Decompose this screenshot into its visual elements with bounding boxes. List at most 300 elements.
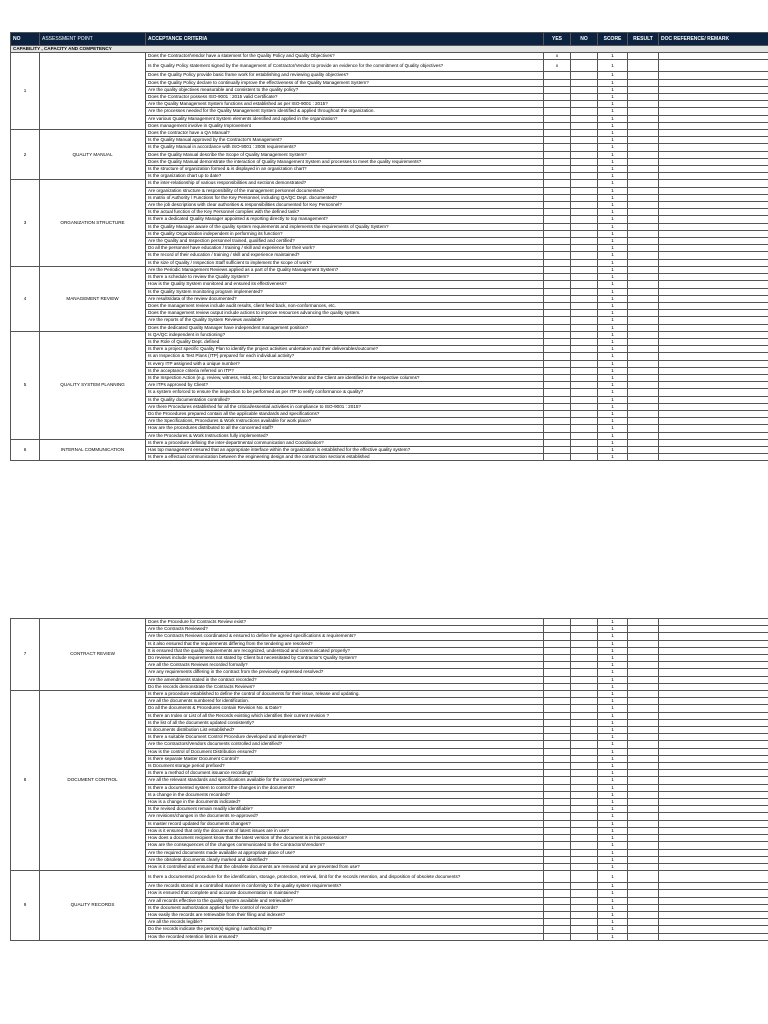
score-cell[interactable]: 1 (598, 331, 628, 338)
remark-cell[interactable] (659, 791, 768, 798)
no-cell[interactable] (571, 324, 598, 331)
remark-cell[interactable] (659, 849, 768, 856)
no-cell[interactable] (571, 346, 598, 353)
no-cell[interactable] (571, 310, 598, 317)
result-cell[interactable] (628, 353, 659, 360)
no-cell[interactable] (571, 813, 598, 820)
remark-cell[interactable] (659, 856, 768, 863)
yes-cell[interactable] (544, 324, 571, 331)
score-cell[interactable]: 1 (598, 367, 628, 374)
result-cell[interactable] (628, 252, 659, 259)
remark-cell[interactable] (659, 295, 768, 302)
yes-cell[interactable] (544, 202, 571, 209)
score-cell[interactable]: 1 (598, 626, 628, 633)
no-cell[interactable] (571, 727, 598, 734)
score-cell[interactable]: 1 (598, 360, 628, 367)
result-cell[interactable] (628, 396, 659, 403)
no-cell[interactable] (571, 72, 598, 79)
result-cell[interactable] (628, 911, 659, 918)
yes-cell[interactable] (544, 719, 571, 726)
yes-cell[interactable]: x (544, 60, 571, 72)
remark-cell[interactable] (659, 755, 768, 762)
remark-cell[interactable] (659, 439, 768, 446)
remark-cell[interactable] (659, 274, 768, 281)
score-cell[interactable]: 1 (598, 238, 628, 245)
no-cell[interactable] (571, 238, 598, 245)
score-cell[interactable]: 1 (598, 252, 628, 259)
remark-cell[interactable] (659, 640, 768, 647)
yes-cell[interactable] (544, 281, 571, 288)
score-cell[interactable]: 1 (598, 274, 628, 281)
score-cell[interactable]: 1 (598, 338, 628, 345)
yes-cell[interactable] (544, 439, 571, 446)
no-cell[interactable] (571, 367, 598, 374)
remark-cell[interactable] (659, 151, 768, 158)
yes-cell[interactable] (544, 890, 571, 897)
result-cell[interactable] (628, 425, 659, 432)
result-cell[interactable] (628, 410, 659, 417)
score-cell[interactable]: 1 (598, 655, 628, 662)
yes-cell[interactable] (544, 655, 571, 662)
yes-cell[interactable] (544, 108, 571, 115)
score-cell[interactable]: 1 (598, 856, 628, 863)
result-cell[interactable] (628, 784, 659, 791)
score-cell[interactable]: 1 (598, 883, 628, 890)
remark-cell[interactable] (659, 734, 768, 741)
result-cell[interactable] (628, 432, 659, 439)
yes-cell[interactable] (544, 647, 571, 654)
remark-cell[interactable] (659, 137, 768, 144)
result-cell[interactable] (628, 926, 659, 933)
no-cell[interactable] (571, 926, 598, 933)
result-cell[interactable] (628, 755, 659, 762)
result-cell[interactable] (628, 669, 659, 676)
no-cell[interactable] (571, 799, 598, 806)
score-cell[interactable]: 1 (598, 849, 628, 856)
score-cell[interactable]: 1 (598, 245, 628, 252)
score-cell[interactable]: 1 (598, 72, 628, 79)
score-cell[interactable]: 1 (598, 770, 628, 777)
yes-cell[interactable] (544, 799, 571, 806)
result-cell[interactable] (628, 317, 659, 324)
score-cell[interactable]: 1 (598, 396, 628, 403)
remark-cell[interactable] (659, 202, 768, 209)
remark-cell[interactable] (659, 166, 768, 173)
yes-cell[interactable] (544, 158, 571, 165)
result-cell[interactable] (628, 712, 659, 719)
remark-cell[interactable] (659, 842, 768, 849)
no-cell[interactable] (571, 202, 598, 209)
result-cell[interactable] (628, 683, 659, 690)
score-cell[interactable]: 1 (598, 911, 628, 918)
no-cell[interactable] (571, 647, 598, 654)
remark-cell[interactable] (659, 919, 768, 926)
result-cell[interactable] (628, 367, 659, 374)
remark-cell[interactable] (659, 302, 768, 309)
score-cell[interactable]: 1 (598, 137, 628, 144)
no-cell[interactable] (571, 130, 598, 137)
yes-cell[interactable] (544, 919, 571, 926)
remark-cell[interactable] (659, 374, 768, 381)
remark-cell[interactable] (659, 403, 768, 410)
remark-cell[interactable] (659, 777, 768, 784)
score-cell[interactable]: 1 (598, 353, 628, 360)
yes-cell[interactable] (544, 454, 571, 461)
score-cell[interactable]: 1 (598, 60, 628, 72)
yes-cell[interactable] (544, 403, 571, 410)
no-cell[interactable] (571, 281, 598, 288)
result-cell[interactable] (628, 360, 659, 367)
score-cell[interactable]: 1 (598, 187, 628, 194)
no-cell[interactable] (571, 403, 598, 410)
score-cell[interactable]: 1 (598, 926, 628, 933)
score-cell[interactable]: 1 (598, 806, 628, 813)
remark-cell[interactable] (659, 281, 768, 288)
no-cell[interactable] (571, 108, 598, 115)
no-cell[interactable] (571, 79, 598, 86)
result-cell[interactable] (628, 890, 659, 897)
result-cell[interactable] (628, 439, 659, 446)
result-cell[interactable] (628, 791, 659, 798)
score-cell[interactable]: 1 (598, 755, 628, 762)
remark-cell[interactable] (659, 705, 768, 712)
no-cell[interactable] (571, 919, 598, 926)
no-cell[interactable] (571, 353, 598, 360)
score-cell[interactable]: 1 (598, 209, 628, 216)
no-cell[interactable] (571, 137, 598, 144)
score-cell[interactable]: 1 (598, 842, 628, 849)
score-cell[interactable]: 1 (598, 633, 628, 640)
yes-cell[interactable] (544, 835, 571, 842)
remark-cell[interactable] (659, 425, 768, 432)
remark-cell[interactable] (659, 101, 768, 108)
yes-cell[interactable] (544, 640, 571, 647)
result-cell[interactable] (628, 101, 659, 108)
remark-cell[interactable] (659, 827, 768, 834)
result-cell[interactable] (628, 403, 659, 410)
yes-cell[interactable] (544, 94, 571, 101)
result-cell[interactable] (628, 806, 659, 813)
score-cell[interactable]: 1 (598, 281, 628, 288)
remark-cell[interactable] (659, 60, 768, 72)
yes-cell[interactable] (544, 926, 571, 933)
no-cell[interactable] (571, 101, 598, 108)
yes-cell[interactable] (544, 712, 571, 719)
no-cell[interactable] (571, 122, 598, 129)
no-cell[interactable] (571, 777, 598, 784)
yes-cell[interactable] (544, 331, 571, 338)
score-cell[interactable]: 1 (598, 144, 628, 151)
remark-cell[interactable] (659, 897, 768, 904)
yes-cell[interactable] (544, 374, 571, 381)
result-cell[interactable] (628, 619, 659, 626)
yes-cell[interactable] (544, 911, 571, 918)
result-cell[interactable] (628, 302, 659, 309)
result-cell[interactable] (628, 647, 659, 654)
remark-cell[interactable] (659, 911, 768, 918)
score-cell[interactable]: 1 (598, 734, 628, 741)
yes-cell[interactable] (544, 849, 571, 856)
result-cell[interactable] (628, 691, 659, 698)
no-cell[interactable] (571, 655, 598, 662)
result-cell[interactable] (628, 871, 659, 883)
remark-cell[interactable] (659, 890, 768, 897)
score-cell[interactable]: 1 (598, 130, 628, 137)
yes-cell[interactable] (544, 683, 571, 690)
score-cell[interactable]: 1 (598, 302, 628, 309)
score-cell[interactable]: 1 (598, 202, 628, 209)
result-cell[interactable] (628, 705, 659, 712)
result-cell[interactable] (628, 266, 659, 273)
result-cell[interactable] (628, 662, 659, 669)
yes-cell[interactable] (544, 770, 571, 777)
score-cell[interactable]: 1 (598, 904, 628, 911)
score-cell[interactable]: 1 (598, 374, 628, 381)
score-cell[interactable]: 1 (598, 619, 628, 626)
remark-cell[interactable] (659, 338, 768, 345)
score-cell[interactable]: 1 (598, 288, 628, 295)
score-cell[interactable]: 1 (598, 784, 628, 791)
yes-cell[interactable] (544, 698, 571, 705)
yes-cell[interactable] (544, 295, 571, 302)
no-cell[interactable] (571, 331, 598, 338)
remark-cell[interactable] (659, 360, 768, 367)
no-cell[interactable] (571, 806, 598, 813)
score-cell[interactable]: 1 (598, 115, 628, 122)
remark-cell[interactable] (659, 115, 768, 122)
no-cell[interactable] (571, 245, 598, 252)
score-cell[interactable]: 1 (598, 741, 628, 748)
remark-cell[interactable] (659, 238, 768, 245)
score-cell[interactable]: 1 (598, 712, 628, 719)
no-cell[interactable] (571, 410, 598, 417)
yes-cell[interactable] (544, 317, 571, 324)
result-cell[interactable] (628, 849, 659, 856)
remark-cell[interactable] (659, 72, 768, 79)
result-cell[interactable] (628, 288, 659, 295)
remark-cell[interactable] (659, 53, 768, 60)
score-cell[interactable]: 1 (598, 439, 628, 446)
no-cell[interactable] (571, 454, 598, 461)
result-cell[interactable] (628, 151, 659, 158)
yes-cell[interactable] (544, 130, 571, 137)
remark-cell[interactable] (659, 784, 768, 791)
no-cell[interactable] (571, 295, 598, 302)
result-cell[interactable] (628, 238, 659, 245)
remark-cell[interactable] (659, 130, 768, 137)
result-cell[interactable] (628, 79, 659, 86)
remark-cell[interactable] (659, 770, 768, 777)
score-cell[interactable]: 1 (598, 425, 628, 432)
result-cell[interactable] (628, 640, 659, 647)
score-cell[interactable]: 1 (598, 158, 628, 165)
no-cell[interactable] (571, 770, 598, 777)
remark-cell[interactable] (659, 223, 768, 230)
no-cell[interactable] (571, 216, 598, 223)
no-cell[interactable] (571, 676, 598, 683)
yes-cell[interactable] (544, 842, 571, 849)
yes-cell[interactable] (544, 223, 571, 230)
yes-cell[interactable] (544, 777, 571, 784)
no-cell[interactable] (571, 338, 598, 345)
no-cell[interactable] (571, 382, 598, 389)
score-cell[interactable]: 1 (598, 173, 628, 180)
result-cell[interactable] (628, 741, 659, 748)
result-cell[interactable] (628, 748, 659, 755)
result-cell[interactable] (628, 820, 659, 827)
result-cell[interactable] (628, 122, 659, 129)
result-cell[interactable] (628, 813, 659, 820)
result-cell[interactable] (628, 633, 659, 640)
score-cell[interactable]: 1 (598, 871, 628, 883)
score-cell[interactable]: 1 (598, 403, 628, 410)
no-cell[interactable] (571, 439, 598, 446)
remark-cell[interactable] (659, 310, 768, 317)
result-cell[interactable] (628, 94, 659, 101)
remark-cell[interactable] (659, 676, 768, 683)
result-cell[interactable] (628, 53, 659, 60)
no-cell[interactable] (571, 827, 598, 834)
yes-cell[interactable] (544, 230, 571, 237)
remark-cell[interactable] (659, 79, 768, 86)
score-cell[interactable]: 1 (598, 410, 628, 417)
result-cell[interactable] (628, 187, 659, 194)
result-cell[interactable] (628, 734, 659, 741)
yes-cell[interactable] (544, 626, 571, 633)
yes-cell[interactable] (544, 432, 571, 439)
yes-cell[interactable] (544, 863, 571, 870)
remark-cell[interactable] (659, 712, 768, 719)
score-cell[interactable]: 1 (598, 698, 628, 705)
result-cell[interactable] (628, 835, 659, 842)
score-cell[interactable]: 1 (598, 101, 628, 108)
remark-cell[interactable] (659, 122, 768, 129)
yes-cell[interactable] (544, 274, 571, 281)
no-cell[interactable] (571, 288, 598, 295)
score-cell[interactable]: 1 (598, 346, 628, 353)
score-cell[interactable]: 1 (598, 310, 628, 317)
remark-cell[interactable] (659, 108, 768, 115)
yes-cell[interactable] (544, 396, 571, 403)
no-cell[interactable] (571, 619, 598, 626)
no-cell[interactable] (571, 374, 598, 381)
score-cell[interactable]: 1 (598, 418, 628, 425)
yes-cell[interactable] (544, 86, 571, 93)
result-cell[interactable] (628, 202, 659, 209)
score-cell[interactable]: 1 (598, 669, 628, 676)
remark-cell[interactable] (659, 317, 768, 324)
score-cell[interactable]: 1 (598, 122, 628, 129)
remark-cell[interactable] (659, 432, 768, 439)
remark-cell[interactable] (659, 883, 768, 890)
result-cell[interactable] (628, 676, 659, 683)
yes-cell[interactable] (544, 245, 571, 252)
remark-cell[interactable] (659, 266, 768, 273)
no-cell[interactable] (571, 180, 598, 187)
score-cell[interactable]: 1 (598, 53, 628, 60)
no-cell[interactable] (571, 317, 598, 324)
yes-cell[interactable] (544, 705, 571, 712)
no-cell[interactable] (571, 158, 598, 165)
remark-cell[interactable] (659, 94, 768, 101)
yes-cell[interactable] (544, 897, 571, 904)
no-cell[interactable] (571, 890, 598, 897)
no-cell[interactable] (571, 640, 598, 647)
remark-cell[interactable] (659, 619, 768, 626)
result-cell[interactable] (628, 180, 659, 187)
yes-cell[interactable] (544, 151, 571, 158)
yes-cell[interactable] (544, 813, 571, 820)
remark-cell[interactable] (659, 187, 768, 194)
yes-cell[interactable] (544, 180, 571, 187)
no-cell[interactable] (571, 60, 598, 72)
result-cell[interactable] (628, 856, 659, 863)
no-cell[interactable] (571, 86, 598, 93)
yes-cell[interactable] (544, 252, 571, 259)
no-cell[interactable] (571, 144, 598, 151)
score-cell[interactable]: 1 (598, 317, 628, 324)
no-cell[interactable] (571, 389, 598, 396)
result-cell[interactable] (628, 904, 659, 911)
no-cell[interactable] (571, 904, 598, 911)
result-cell[interactable] (628, 209, 659, 216)
result-cell[interactable] (628, 763, 659, 770)
no-cell[interactable] (571, 425, 598, 432)
score-cell[interactable]: 1 (598, 382, 628, 389)
remark-cell[interactable] (659, 418, 768, 425)
remark-cell[interactable] (659, 180, 768, 187)
score-cell[interactable]: 1 (598, 919, 628, 926)
result-cell[interactable] (628, 727, 659, 734)
yes-cell[interactable] (544, 806, 571, 813)
yes-cell[interactable] (544, 115, 571, 122)
yes-cell[interactable] (544, 410, 571, 417)
result-cell[interactable] (628, 827, 659, 834)
result-cell[interactable] (628, 137, 659, 144)
no-cell[interactable] (571, 691, 598, 698)
yes-cell[interactable] (544, 137, 571, 144)
score-cell[interactable]: 1 (598, 933, 628, 940)
no-cell[interactable] (571, 820, 598, 827)
yes-cell[interactable] (544, 425, 571, 432)
remark-cell[interactable] (659, 806, 768, 813)
result-cell[interactable] (628, 281, 659, 288)
remark-cell[interactable] (659, 209, 768, 216)
remark-cell[interactable] (659, 194, 768, 201)
no-cell[interactable] (571, 187, 598, 194)
no-cell[interactable] (571, 763, 598, 770)
no-cell[interactable] (571, 791, 598, 798)
remark-cell[interactable] (659, 813, 768, 820)
remark-cell[interactable] (659, 926, 768, 933)
score-cell[interactable]: 1 (598, 266, 628, 273)
score-cell[interactable]: 1 (598, 230, 628, 237)
score-cell[interactable]: 1 (598, 259, 628, 266)
result-cell[interactable] (628, 60, 659, 72)
remark-cell[interactable] (659, 647, 768, 654)
score-cell[interactable]: 1 (598, 94, 628, 101)
yes-cell[interactable] (544, 79, 571, 86)
remark-cell[interactable] (659, 331, 768, 338)
score-cell[interactable]: 1 (598, 676, 628, 683)
score-cell[interactable]: 1 (598, 166, 628, 173)
remark-cell[interactable] (659, 259, 768, 266)
yes-cell[interactable] (544, 259, 571, 266)
result-cell[interactable] (628, 389, 659, 396)
result-cell[interactable] (628, 655, 659, 662)
score-cell[interactable]: 1 (598, 691, 628, 698)
no-cell[interactable] (571, 871, 598, 883)
